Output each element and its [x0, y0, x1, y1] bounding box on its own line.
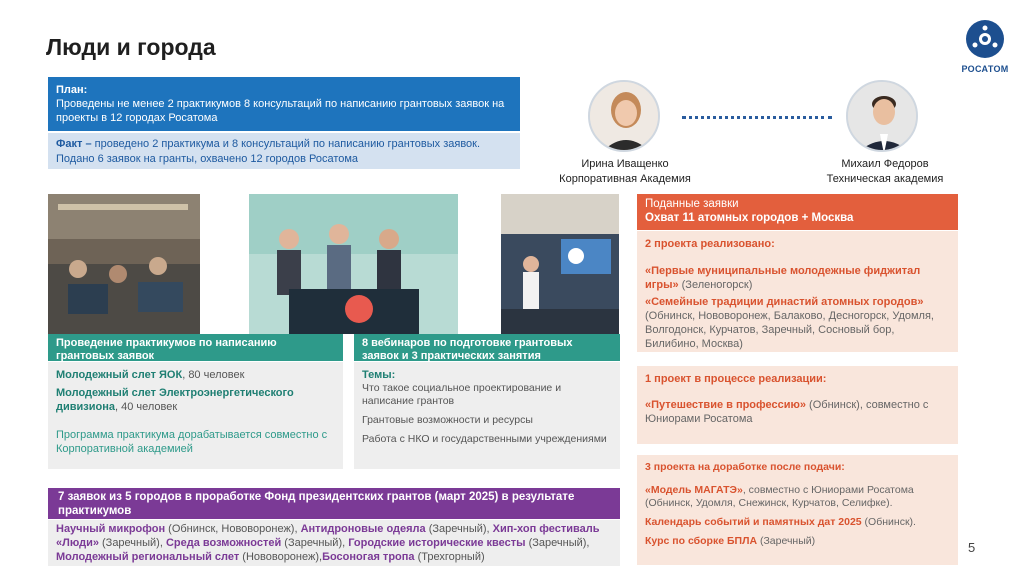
- refining-box: [637, 455, 958, 565]
- person-name: Михаил Федоров: [841, 158, 929, 170]
- project-title: Молодежный региональный слет: [56, 551, 240, 563]
- presidential-body: [48, 520, 620, 566]
- submitted-header: [637, 194, 958, 230]
- topic-item: Работа с НКО и государственными учреждениями: [362, 433, 607, 445]
- person-org: Техническая академия: [826, 173, 944, 185]
- project-title: «Первые муниципальные молодежные фиджитал игры»: [645, 265, 921, 291]
- project-cities: (Заречный),: [425, 523, 493, 535]
- fact-text: проведено 2 практикума и 8 консультаций по написанию грантовых заявок. Подано 6 заявок на гранты, охвачено 12 городов Росатома: [56, 138, 481, 165]
- page-title: Люди и города: [46, 34, 216, 60]
- person-org: Корпоративная Академия: [559, 173, 691, 185]
- practicum-note: Программа практикума дорабатывается совместно с Корпоративной академией: [56, 429, 328, 455]
- avatar-fedorov: [846, 80, 918, 152]
- avatar-ivashchenko: [588, 80, 660, 152]
- person-name: Ирина Иващенко: [581, 158, 669, 170]
- photo-presentation: [501, 194, 619, 334]
- in-progress-box: [637, 366, 958, 444]
- rosatom-logo-icon: [966, 20, 1004, 58]
- logo-text: РОСАТОМ: [961, 64, 1009, 74]
- topic-item: Что такое социальное проектирование и написание грантов: [362, 382, 562, 407]
- practicums-body: [48, 362, 343, 469]
- practicum-2-title: Молодежный слет Электроэнергетического дивизиона: [56, 387, 294, 413]
- project-title: Календарь событий и памятных дат 2025: [645, 516, 862, 528]
- fact-label: Факт –: [56, 138, 92, 150]
- realized-label: 2 проекта реализовано:: [645, 238, 775, 250]
- practicum-1-title: Молодежный слет ЯОК: [56, 369, 183, 381]
- practicum-2-count: , 40 человек: [114, 401, 178, 413]
- project-cities: (Заречный),: [525, 537, 590, 549]
- plan-text: Проведены не менее 2 практикумов 8 консультаций по написанию грантовых заявок на проекты в 12 городах Росатома: [56, 98, 505, 124]
- project-cities: (Обнинск), совместно с Юниорами Росатома: [645, 399, 929, 425]
- project-title: «Модель МАГАТЭ»: [645, 484, 743, 496]
- page-number: 5: [968, 540, 976, 555]
- project-cities: (Заречный),: [281, 537, 349, 549]
- practicums-header: Проведение практикумов по написанию грантовых заявок: [48, 334, 343, 361]
- project-cities: (Трехгорный): [414, 551, 485, 563]
- topics-label: Темы:: [362, 369, 396, 381]
- project-cities: (Обнинск, Нововоронеж),: [165, 523, 301, 535]
- project-title: Курс по сборке БПЛА: [645, 535, 758, 547]
- submitted-header-line1: Поданные заявки: [645, 198, 739, 210]
- project-cities: (Обнинск).: [861, 516, 916, 528]
- photo-workshop: [48, 194, 200, 334]
- project-title: Городские исторические квесты: [348, 537, 526, 549]
- project-title: Среда возможностей: [165, 537, 282, 549]
- topic-item: Грантовые возможности и ресурсы: [362, 414, 533, 426]
- person-ivashchenko: [552, 157, 698, 187]
- connector-dots: [682, 116, 832, 119]
- realized-box: [637, 231, 958, 352]
- project-title: «Путешествие в профессию»: [645, 399, 806, 411]
- submitted-header-line2: Охват 11 атомных городов + Москва: [645, 212, 854, 224]
- project-title: Босоногая тропа: [322, 551, 415, 563]
- project-title: Антидроновые одеяла: [300, 523, 426, 535]
- project-title: Научный микрофон: [56, 523, 166, 535]
- photo-students: [249, 194, 458, 334]
- project-title: «Семейные традиции династий атомных городов»: [645, 296, 924, 308]
- project-cities: (Зеленогорск): [678, 279, 753, 291]
- refining-label: 3 проекта на доработке после подачи:: [645, 461, 845, 473]
- fact-box: [48, 133, 520, 169]
- project-cities: (Обнинск, Нововоронеж, Балаково, Десногорск, Удомля, Волгодонск, Курчатов, Заречный, Сосновый бор, Билибино, Москва): [645, 310, 934, 350]
- practicum-1-count: , 80 человек: [182, 369, 245, 381]
- webinars-body: [354, 362, 620, 469]
- presidential-header: 7 заявок из 5 городов в проработке Фонд президентских грантов (март 2025) в результате практикумов: [48, 488, 620, 519]
- webinars-header: 8 вебинаров по подготовке грантовых заявок и 3 практических занятия: [354, 334, 620, 361]
- plan-box: [48, 77, 520, 131]
- project-title: Хип-хоп фестиваль «Люди»: [56, 523, 600, 549]
- project-cities: (Заречный),: [98, 537, 166, 549]
- in-progress-label: 1 проект в процессе реализации:: [645, 373, 827, 385]
- person-fedorov: [812, 157, 958, 187]
- plan-label: План:: [56, 84, 88, 96]
- project-cities: , совместно с Юниорами Росатома (Обнинск, Удомля, Снежинск, Курчатов, Селифке).: [645, 484, 914, 509]
- project-cities: (Нововоронеж),: [239, 551, 323, 563]
- project-cities: (Заречный): [757, 535, 816, 547]
